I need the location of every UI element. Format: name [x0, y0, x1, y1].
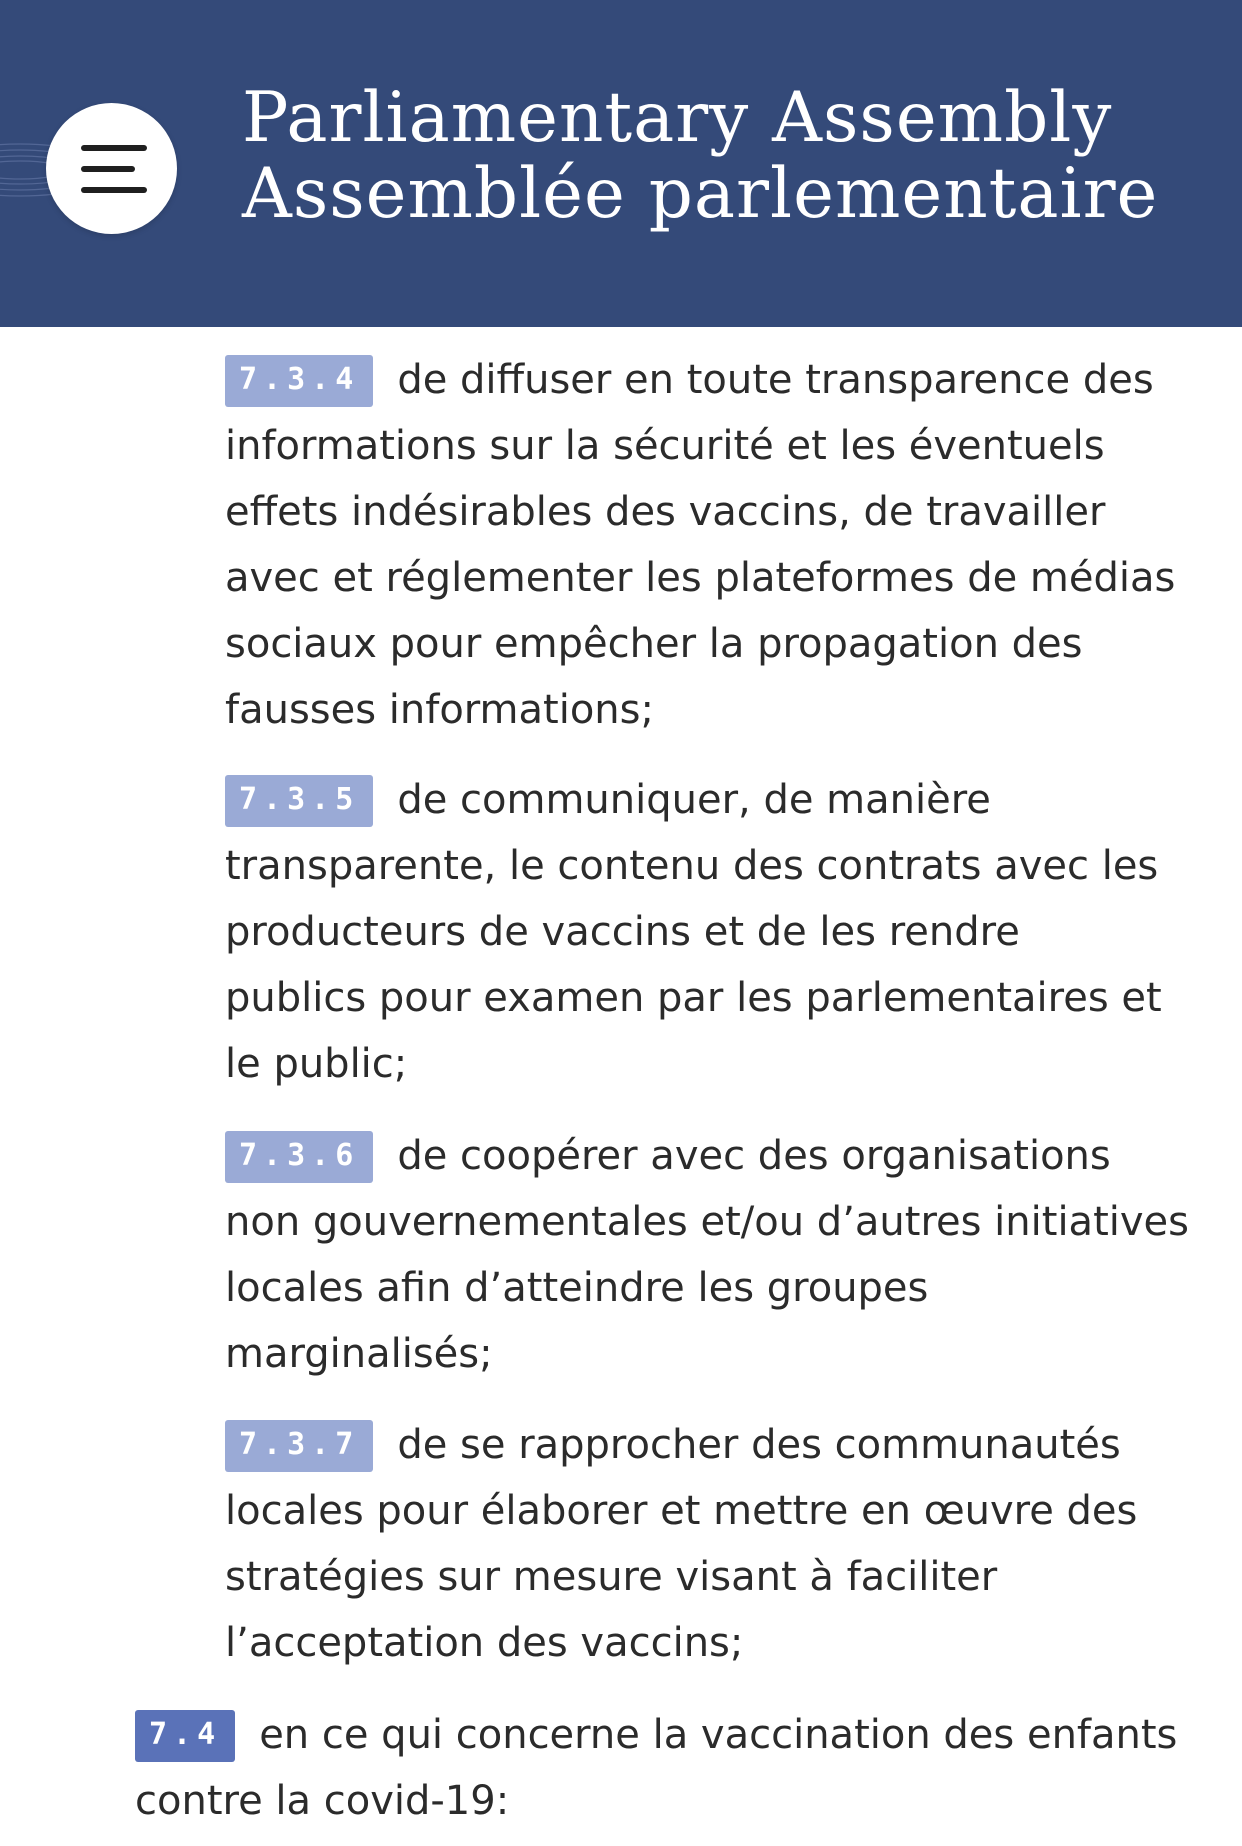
paragraph-text-line: de communiquer, de manière [397, 777, 991, 823]
site-title-french: Assemblée parlementaire [242, 154, 1159, 234]
paragraph-7-3-5 [225, 767, 1162, 1097]
paragraph-7-3-4 [225, 347, 1175, 743]
menu-button[interactable] [46, 103, 177, 234]
paragraph-text-line: locales afin d’atteindre les groupes [225, 1265, 929, 1311]
site-header [0, 0, 1242, 327]
paragraph-text-line: sociaux pour empêcher la propagation des [225, 621, 1083, 667]
paragraph-7-3-6 [225, 1123, 1189, 1387]
paragraph-text-line: en ce qui concerne la vaccination des enfants [259, 1712, 1178, 1758]
paragraph-text-line: transparente, le contenu des contrats avec les [225, 843, 1159, 889]
paragraph-number-badge[interactable]: 7.3.4 [225, 355, 373, 407]
paragraph-number-badge[interactable]: 7.3.6 [225, 1131, 373, 1183]
paragraph-text-line: fausses informations; [225, 687, 654, 733]
paragraph-number-badge[interactable]: 7.3.7 [225, 1420, 373, 1472]
paragraph-text-line: publics pour examen par les parlementaires et [225, 975, 1162, 1021]
paragraph-text-line: producteurs de vaccins et de les rendre [225, 909, 1020, 955]
paragraph-text-line: stratégies sur mesure visant à faciliter [225, 1554, 998, 1600]
hamburger-menu-icon [81, 166, 135, 172]
paragraph-7-4 [135, 1702, 1177, 1834]
paragraph-text-line: marginalisés; [225, 1331, 493, 1377]
paragraph-text-line: de diffuser en toute transparence des [397, 357, 1154, 403]
paragraph-text-line: de coopérer avec des organisations [397, 1133, 1111, 1179]
site-title-english: Parliamentary Assembly [242, 78, 1113, 158]
paragraph-text-line: effets indésirables des vaccins, de travailler [225, 489, 1106, 535]
paragraph-text-line: le public; [225, 1041, 408, 1087]
paragraph-7-3-7 [225, 1412, 1137, 1676]
paragraph-number-badge[interactable]: 7.4 [135, 1710, 235, 1762]
paragraph-text-line: informations sur la sécurité et les éventuels [225, 423, 1105, 469]
hamburger-menu-icon [81, 187, 147, 193]
site-title[interactable] [242, 80, 1158, 232]
paragraph-text-line: avec et réglementer les plateformes de médias [225, 555, 1176, 601]
paragraph-text-line: l’acceptation des vaccins; [225, 1620, 744, 1666]
paragraph-number-badge[interactable]: 7.3.5 [225, 775, 373, 827]
paragraph-text-line: locales pour élaborer et mettre en œuvre des [225, 1488, 1138, 1534]
paragraph-text-line: de se rapprocher des communautés [397, 1422, 1121, 1468]
paragraph-text-line: non gouvernementales et/ou d’autres initiatives [225, 1199, 1189, 1245]
hamburger-menu-icon [81, 145, 147, 151]
paragraph-text-line: contre la covid-19: [135, 1778, 510, 1824]
